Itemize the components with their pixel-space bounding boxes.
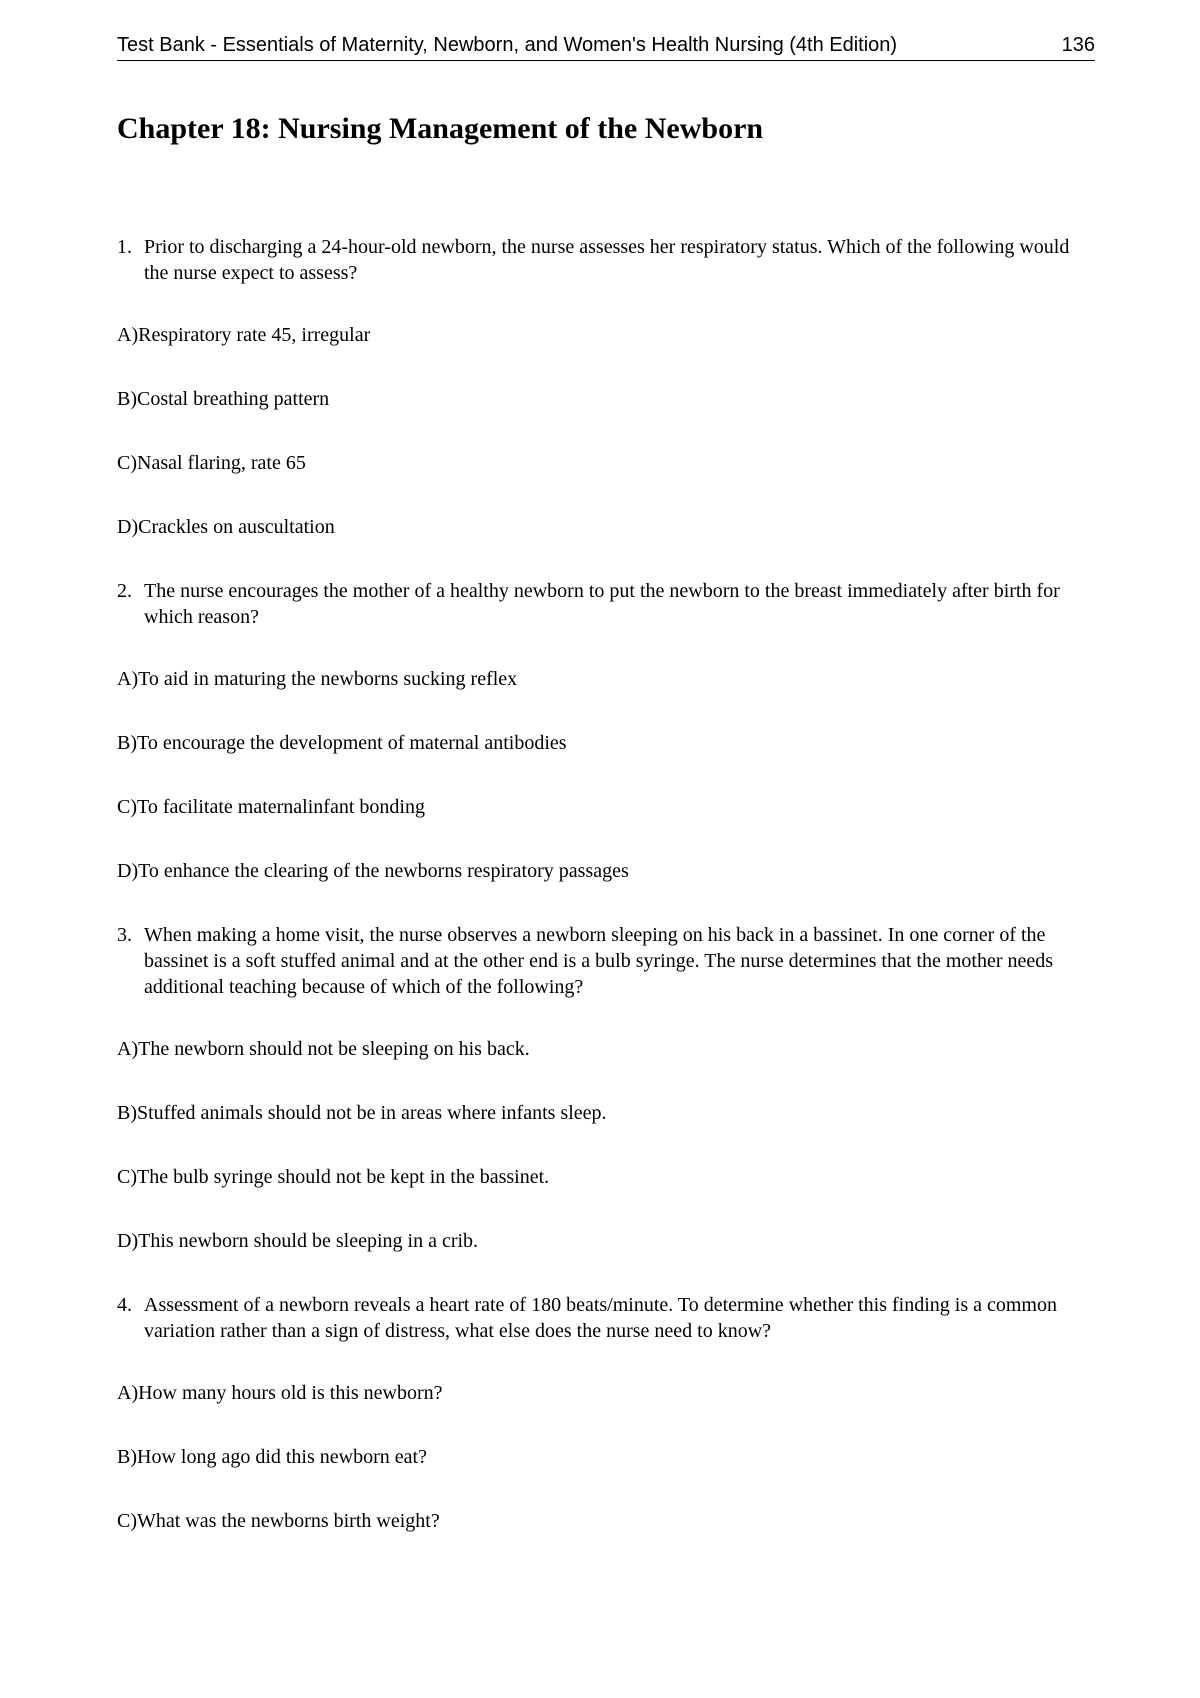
option-c: C)Nasal flaring, rate 65: [117, 452, 306, 474]
question-number: 4.: [117, 1294, 132, 1316]
option-a: A)To aid in maturing the newborns sucking reflex: [117, 668, 518, 690]
question-3: [117, 922, 1097, 1000]
option-b: B)To encourage the development of maternal antibodies: [117, 732, 567, 754]
option-c: C)The bulb syringe should not be kept in the bassinet.: [117, 1166, 550, 1188]
option-d: D)Crackles on auscultation: [117, 516, 335, 538]
question-4: [117, 1292, 1097, 1344]
option-d: D)This newborn should be sleeping in a crib.: [117, 1230, 479, 1252]
option-b: B)How long ago did this newborn eat?: [117, 1446, 427, 1468]
question-list: [117, 234, 1097, 1534]
question-text: The nurse encourages the mother of a healthy newborn to put the newborn to the breast immediately after birth for which reason?: [144, 580, 1060, 628]
option-a: A)How many hours old is this newborn?: [117, 1382, 443, 1404]
page-number: 136: [1061, 34, 1095, 56]
question-number: 3.: [117, 924, 132, 946]
page-header: [117, 30, 1095, 61]
option-c: C)To facilitate maternalinfant bonding: [117, 796, 425, 818]
question-text: Assessment of a newborn reveals a heart rate of 180 beats/minute. To determine whether this finding is a common variation rather than a sign of distress, what else does the nurse need to know?: [144, 1294, 1057, 1342]
option-a: A)The newborn should not be sleeping on his back.: [117, 1038, 530, 1060]
option-a: A)Respiratory rate 45, irregular: [117, 324, 371, 346]
option-b: B)Costal breathing pattern: [117, 388, 330, 410]
question-1: [117, 234, 1097, 286]
question-text: When making a home visit, the nurse observes a newborn sleeping on his back in a bassinet. In one corner of the bassinet is a soft stuffed animal and at the other end is a bulb syringe. The nurse determines that the mother needs additional teaching because of which of the following?: [144, 924, 1054, 998]
option-b: B)Stuffed animals should not be in areas where infants sleep.: [117, 1102, 607, 1124]
option-d: D)To enhance the clearing of the newborns respiratory passages: [117, 860, 629, 882]
question-text: Prior to discharging a 24-hour-old newborn, the nurse assesses her respiratory status. Which of the following would the nurse expect to assess?: [144, 236, 1070, 284]
chapter-title: Chapter 18: Nursing Management of the Newborn: [117, 112, 764, 145]
option-c: C)What was the newborns birth weight?: [117, 1510, 440, 1532]
question-number: 1.: [117, 236, 132, 258]
question-2: [117, 578, 1097, 630]
header-title: Test Bank - Essentials of Maternity, Newborn, and Women's Health Nursing (4th Edition): [117, 34, 898, 56]
question-number: 2.: [117, 580, 132, 602]
